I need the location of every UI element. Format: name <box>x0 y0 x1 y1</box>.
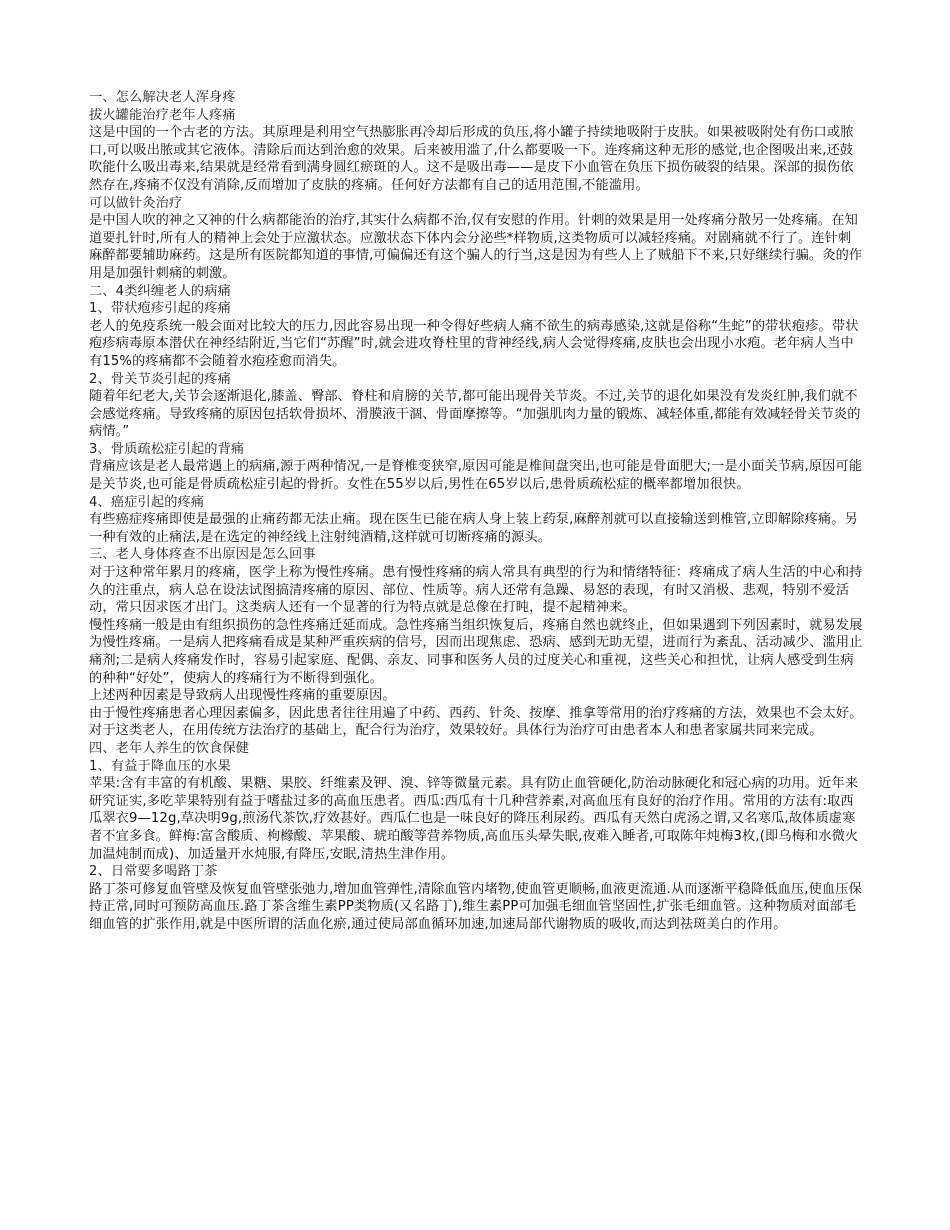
subsection-heading: 4、癌症引起的疼痛 <box>89 494 205 510</box>
body-paragraph: 路丁茶可修复血管壁及恢复血管壁张弛力,增加血管弹性,清除血管内堵物,使血管更顺畅,血液更流通.从而逐渐平稳降低血压,使血压保持正常,同时可预防高血压.路丁茶含维生素PP类物质(又名路丁),维生素PP可加强毛细血管坚固性,扩张毛细血管。这种物质对面部毛细血管的扩张作用,就是中医所谓的活血化瘀,通过使局部血循环加速,加速局部代谢物质的吸收,而达到祛斑美白的作用。 <box>89 881 862 932</box>
section-heading: 三、老人身体疼查不出原因是怎么回事 <box>89 547 316 563</box>
section-heading: 四、老年人养生的饮食保健 <box>89 740 250 756</box>
subsection-heading: 2、日常要多喝路丁茶 <box>89 864 218 880</box>
body-paragraph: 这是中国的一个古老的方法。其原理是利用空气热膨胀再冷却后形成的负压,将小罐子持续地吸附于皮肤。如果被吸附处有伤口或脓口,可以吸出脓或其它液体。清除后而达到治愈的效果。后来被用滥了,什么都要吸一下。连疼痛这种无形的感觉,也企图吸出来,还鼓吹能什么吸出毒来,结果就是经常看到满身圆红瘀斑的人。这不是吸出毒——是皮下小血管在负压下损伤破裂的结果。深部的损伤依然存在,疼痛不仅没有消除,反而增加了皮肤的疼痛。任何好方法都有自己的适用范围,不能滥用。 <box>89 125 854 193</box>
body-paragraph: 背痛应该是老人最常遇上的病痛,源于两种情况,一是脊椎变狭窄,原因可能是椎间盘突出,也可能是骨面肥大;一是小面关节病,原因可能是关节炎,也可能是骨质疏松症引起的骨折。女性在55岁以后,男性在65岁以后,患骨质疏松症的概率都增加很快。 <box>89 459 863 493</box>
document-page <box>89 89 864 934</box>
subsection-heading: 1、带状疱疹引起的疼痛 <box>89 301 231 317</box>
body-paragraph: 对于这种常年累月的疼痛，医学上称为慢性疼痛。患有慢性疼痛的病人常具有典型的行为和情绪特征：疼痛成了病人生活的中心和持久的注重点，病人总在设法试图搞清疼痛的原因、部位、性质等。病人还常有急躁、易怒的表现，有时又消极、悲观，特别不爱活动，常只因求医才出门。这类病人还有一个显著的行为特点就是总像在打盹，提不起精神来。 <box>89 565 863 616</box>
body-paragraph: 老人的免疫系统一般会面对比较大的压力,因此容易出现一种令得好些病人痛不欲生的病毒感染,这就是俗称“生蛇”的带状疱疹。带状疱疹病毒原本潜伏在神经结附近,当它们“苏醒”时,就会进攻脊柱里的背神经线,病人会觉得疼痛,皮肤也会出现小水疱。老年病人当中有15%的疼痛都不会随着水疱痊愈而消失。 <box>89 318 859 369</box>
body-paragraph: 是中国人吹的神之又神的什么病都能治的治疗,其实什么病都不治,仅有安慰的作用。针刺的效果是用一处疼痛分散另一处疼痛。在知道要扎针时,所有人的精神上会处于应激状态。应激状态下体内会分泌些*样物质,这类物质可以减轻疼痛。对剧痛就不行了。连针刺麻醉都要辅助麻药。这是所有医院都知道的事情,可偏偏还有这个骗人的行当,这是因为有些人上了贼船下不来,只好继续行骗。灸的作用是加强针刺痛的刺激。 <box>89 213 863 281</box>
subsection-heading: 3、骨质疏松症引起的背痛 <box>89 441 245 457</box>
body-paragraph: 由于慢性疼痛患者心理因素偏多，因此患者往往用遍了中药、西药、针灸、按摩、推拿等常用的治疗疼痛的方法，效果也不会太好。对于这类老人，在用传统方法治疗的基础上，配合行为治疗，效果较好。具体行为治疗可由患者本人和患者家属共同来完成。 <box>89 705 863 739</box>
body-paragraph: 慢性疼痛一般是由有组织损伤的急性疼痛迁延而成。急性疼痛当组织恢复后，疼痛自然也就终止，但如果遇到下列因素时，就易发展为慢性疼痛。一是病人把疼痛看成是某种严重疾病的信号，因而出现焦虑、恐病、感到无助无望，进而行为紊乱、活动减少、滥用止痛剂;二是病人疼痛发作时，容易引起家庭、配偶、亲友、同事和医务人员的过度关心和重视，这些关心和担忧，让病人感受到生病的种种“好处”，使病人的疼痛行为不断得到强化。 <box>89 617 863 686</box>
body-paragraph: 上述两种因素是导致病人出现慢性疼痛的重要原因。 <box>89 688 396 704</box>
section-heading: 一、怎么解决老人浑身疼 <box>89 90 236 105</box>
subsection-heading: 1、有益于降血压的水果 <box>89 758 231 774</box>
subsection-heading: 拔火罐能治疗老年人疼痛 <box>89 107 236 123</box>
body-paragraph: 随着年纪老大,关节会逐渐退化,膝盖、臀部、脊柱和肩膀的关节,都可能出现骨关节炎。不过,关节的退化如果没有发炎红肿,我们就不会感觉疼痛。导致疼痛的原因包括软骨损坏、滑膜液干涸、骨面摩擦等。“加强肌肉力量的锻炼、减轻体重,都能有效减轻骨关节炎的病情。” <box>89 389 861 440</box>
body-paragraph: 苹果:含有丰富的有机酸、果糖、果胶、纤维素及钾、溴、锌等微量元素。具有防止血管硬化,防治动脉硬化和冠心病的功用。近年来研究证实,多吃苹果特别有益于嗜盐过多的高血压患者。西瓜:西瓜有十几种营养素,对高血压有良好的治疗作用。常用的方法有:取西瓜翠衣9—12g,草决明9g,煎汤代茶饮,疗效甚好。西瓜仁也是一味良好的降压利尿药。西瓜有天然白虎汤之谓,又名寒瓜,故体质虚寒者不宜多食。鲜梅:富含酸质、枸橼酸、苹果酸、琥珀酸等营养物质,高血压头晕失眠,夜难入睡者,可取陈年炖梅3枚,(即乌梅和水微火加温炖制而成)、加适量开水炖服,有降压,安眠,清热生津作用。 <box>89 776 859 862</box>
subsection-heading: 2、骨关节炎引起的疼痛 <box>89 371 231 387</box>
subsection-heading: 可以做针灸治疗 <box>89 195 183 211</box>
body-paragraph: 有些癌症疼痛即使是最强的止痛药都无法止痛。现在医生已能在病人身上装上药泵,麻醉剂就可以直接输送到椎管,立即解除疼痛。另一种有效的止痛法,是在选定的神经线上注射纯酒精,这样就可切断疼痛的源头。 <box>89 512 858 545</box>
section-heading: 二、4类纠缠老人的病痛 <box>89 283 231 299</box>
